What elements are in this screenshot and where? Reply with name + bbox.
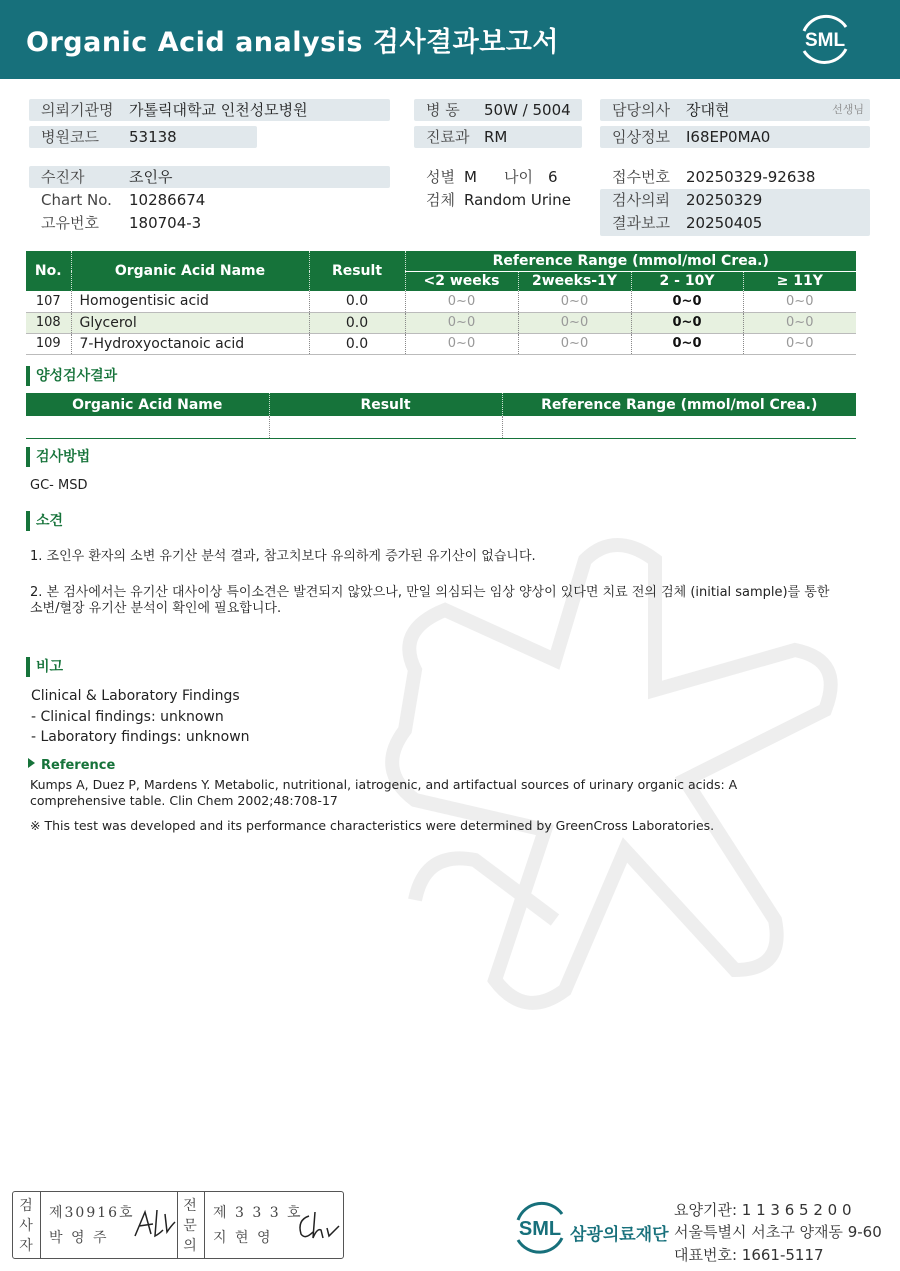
section-findings: 소견 <box>26 511 63 531</box>
field-hospital-code: 병원코드 53138 <box>29 126 257 148</box>
field-sex-age: 성별 M 나이 6 <box>426 168 558 186</box>
table-row <box>26 291 856 312</box>
tester-license-no: 제30916호 <box>49 1205 135 1221</box>
empty-cell <box>269 416 502 438</box>
row-no: 108 <box>26 312 71 333</box>
row-range: 0~0 <box>405 312 518 333</box>
row-range: 0~0 <box>743 312 856 333</box>
field-dates: 검사의뢰 20250329 결과보고 20250405 <box>600 189 870 236</box>
row-range: 0~0 <box>743 333 856 354</box>
report-title: Organic Acid analysis 검사결과보고서 <box>26 27 559 58</box>
divider <box>204 1192 205 1258</box>
row-range: 0~0 <box>743 291 856 312</box>
table-row-empty <box>26 416 856 438</box>
footer-phone: 대표번호: 1661-5117 <box>674 1246 824 1264</box>
field-clinical-info: 임상정보 I68EP0MA0 <box>600 126 870 148</box>
row-name: Homogentisic acid <box>71 291 309 312</box>
divider <box>40 1192 41 1258</box>
divider <box>177 1192 178 1258</box>
field-patient: 수진자 조인우 <box>29 166 390 188</box>
svg-text:SML: SML <box>804 30 846 51</box>
signature-box <box>12 1191 344 1259</box>
field-receipt-no: 접수번호 20250329-92638 <box>612 168 816 186</box>
specialist-name: 지 현 영 <box>213 1230 273 1246</box>
tester-label: 검사자 <box>19 1198 33 1254</box>
row-result: 0.0 <box>309 333 405 354</box>
field-specimen: 검체 Random Urine <box>426 191 571 209</box>
row-range-current: 0~0 <box>631 333 743 354</box>
col-ref-range-header: Reference Range (mmol/mol Crea.) <box>502 393 856 416</box>
reference-text: Kumps A, Duez P, Mardens Y. Metabolic, nutritional, iatrogenic, and artifactual sources of urinary organic acids: A comprehensive table. Clin Chem 2002;48:708-17 <box>30 777 738 808</box>
method-text: GC- MSD <box>30 478 88 493</box>
row-range: 0~0 <box>518 333 631 354</box>
footer-address: 서울특별시 서초구 양재동 9-60 <box>674 1223 882 1241</box>
field-ward: 병 동 50W / 5004 <box>414 99 582 121</box>
results-table <box>26 251 856 355</box>
col-name-header: Organic Acid Name <box>26 393 269 416</box>
row-no: 107 <box>26 291 71 312</box>
col-ref-range-header: Reference Range (mmol/mol Crea.) <box>405 251 856 271</box>
col-result-header: Result <box>309 251 405 291</box>
svg-text:SML: SML <box>518 1218 562 1240</box>
col-range-header: 2 - 10Y <box>631 271 743 291</box>
footer-org-name: 삼광의료재단 <box>570 1225 669 1245</box>
section-remarks: 비고 <box>26 657 63 677</box>
sml-logo-icon <box>796 13 854 65</box>
sml-footer-logo-icon <box>510 1200 570 1254</box>
section-positive-results: 양성검사결과 <box>26 366 117 386</box>
table-row <box>26 312 856 333</box>
row-range-current: 0~0 <box>631 312 743 333</box>
row-range: 0~0 <box>405 291 518 312</box>
row-result: 0.0 <box>309 312 405 333</box>
col-range-header: 2weeks-1Y <box>518 271 631 291</box>
col-result-header: Result <box>269 393 502 416</box>
row-name: 7-Hydroxyoctanoic acid <box>71 333 309 354</box>
remarks-line: Clinical & Laboratory Findings <box>31 688 240 704</box>
field-doctor: 담당의사 장대현 선생님 <box>600 99 870 121</box>
field-chart-no: Chart No. 10286674 <box>41 191 206 209</box>
row-range: 0~0 <box>405 333 518 354</box>
field-unique-no: 고유번호 180704-3 <box>41 214 202 232</box>
positive-results-table <box>26 393 856 439</box>
col-range-header: ≥ 11Y <box>743 271 856 291</box>
row-range: 0~0 <box>518 291 631 312</box>
triangle-right-icon <box>28 758 35 768</box>
footer-provider-no: 요양기관: 1 1 3 6 5 2 0 0 <box>674 1201 852 1219</box>
col-no-header: No. <box>26 251 71 291</box>
findings-line-2: 2. 본 검사에서는 유기산 대사이상 특이소견은 발견되지 않았으나, 만일 의심되는 임상 양상이 있다면 치료 전의 검체 (initial sample)를 통한 소변/혈장 유기산 분석이 확인에 필요합니다. <box>30 585 830 616</box>
specialist-label: 전문의 <box>183 1198 197 1254</box>
row-result: 0.0 <box>309 291 405 312</box>
field-requesting-org: 의뢰기관명 가톨릭대학교 인천성모병원 <box>29 99 390 121</box>
empty-cell <box>26 416 269 438</box>
row-no: 109 <box>26 333 71 354</box>
reference-note: ※ This test was developed and its performance characteristics were determined by GreenCross Laboratories. <box>30 818 715 833</box>
table-row <box>26 333 856 354</box>
tester-signature-icon <box>131 1204 177 1244</box>
specialist-signature-icon <box>295 1206 341 1246</box>
field-department: 진료과 RM <box>414 126 582 148</box>
report-header <box>0 0 900 79</box>
row-name: Glycerol <box>71 312 309 333</box>
specialist-license-no: 제 3 3 3 호 <box>213 1205 303 1221</box>
row-range: 0~0 <box>518 312 631 333</box>
findings-line-1: 1. 조인우 환자의 소변 유기산 분석 결과, 참고치보다 유의하게 증가된 유기산이 없습니다. <box>30 549 536 564</box>
remarks-line: - Clinical findings: unknown <box>31 709 224 725</box>
col-name-header: Organic Acid Name <box>71 251 309 291</box>
empty-cell <box>502 416 856 438</box>
remarks-line: - Laboratory findings: unknown <box>31 729 250 745</box>
row-range-current: 0~0 <box>631 291 743 312</box>
section-method: 검사방법 <box>26 447 90 467</box>
reference-heading: Reference <box>28 758 115 773</box>
col-range-header: <2 weeks <box>405 271 518 291</box>
tester-name: 박 영 주 <box>49 1230 109 1246</box>
